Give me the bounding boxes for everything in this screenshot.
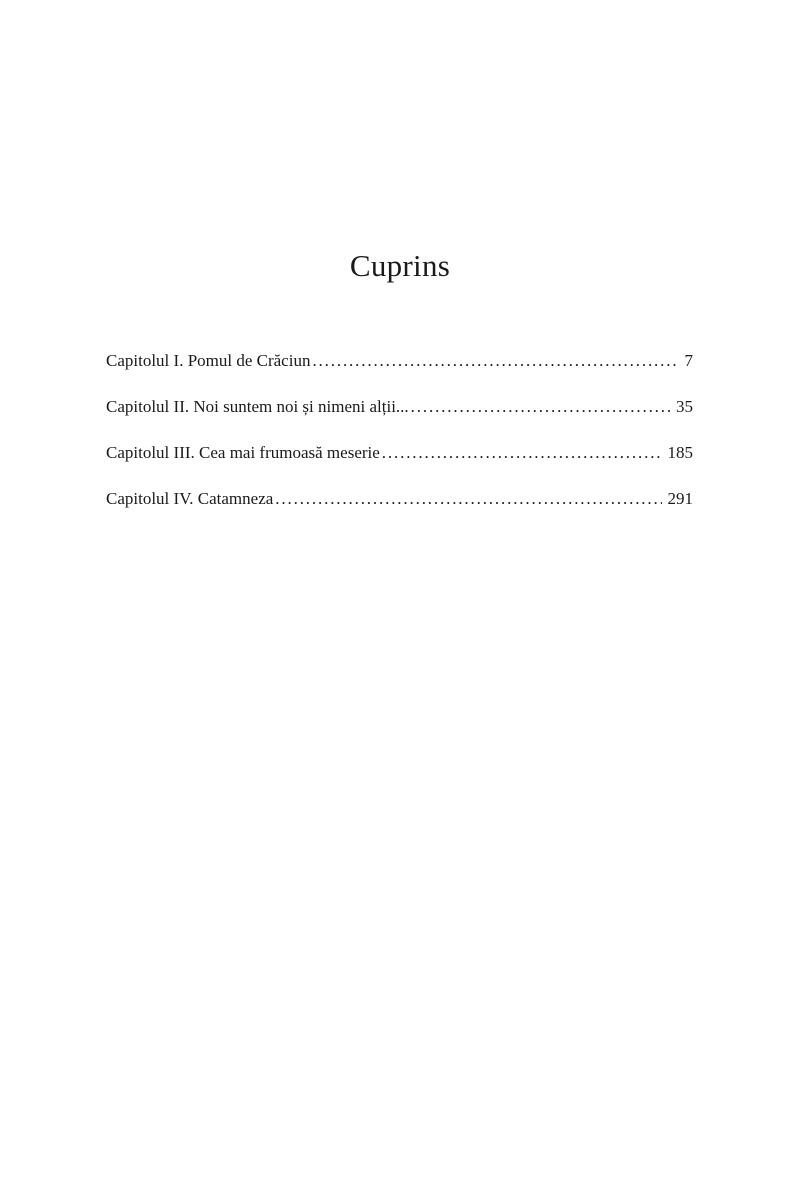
- toc-entry: [106, 483, 693, 515]
- toc-entry-page-number: 7: [684, 351, 693, 370]
- toc-title: Cuprins: [349, 248, 451, 283]
- toc-leader-dots: [275, 483, 661, 515]
- toc-entry-page-number: 291: [667, 489, 693, 508]
- toc-leader-dots: [411, 391, 670, 423]
- toc-entry: [106, 391, 693, 423]
- table-of-contents: [106, 345, 693, 529]
- toc-entry: [106, 345, 693, 377]
- toc-entry: [106, 437, 693, 469]
- toc-entry-label: Capitolul II. Noi suntem noi și nimeni alții...: [106, 397, 409, 416]
- toc-entry-page-number: 185: [667, 443, 693, 462]
- toc-leader-dots: [382, 437, 662, 469]
- toc-entry-label: Capitolul IV. Catamneza: [106, 489, 274, 508]
- toc-leader-dots: [312, 345, 678, 377]
- toc-entry-page-number: 35: [676, 397, 693, 416]
- toc-entry-label: Capitolul III. Cea mai frumoasă meserie: [106, 443, 380, 462]
- toc-entry-label: Capitolul I. Pomul de Crăciun: [106, 351, 311, 370]
